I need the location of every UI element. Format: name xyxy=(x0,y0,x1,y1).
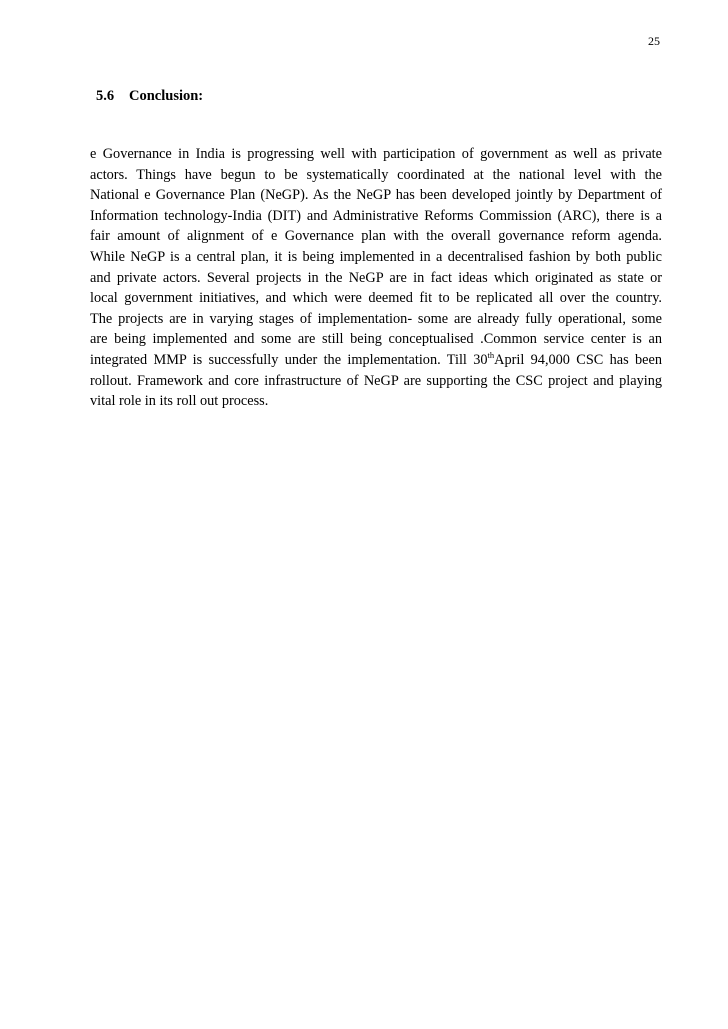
paragraph-line: rollout. Framework and core infrastructure of NeGP are supporting the CSC project and playing xyxy=(90,372,662,389)
conclusion-paragraph xyxy=(90,144,662,412)
page-number: 25 xyxy=(648,34,660,48)
paragraph-line: and private actors. Several projects in the NeGP are in fact ideas which originated as state or xyxy=(90,269,662,286)
line-text-before-superscript: integrated MMP is successfully under the implementation. Till 30 xyxy=(90,351,488,368)
section-number: 5.6 xyxy=(96,88,115,104)
paragraph-line: The projects are in varying stages of implementation- some are already fully operational, some xyxy=(90,310,662,327)
paragraph-line: e Governance in India is progressing well with participation of government as well as private xyxy=(90,146,662,162)
paragraph-line: National e Governance Plan (NeGP). As the NeGP has been developed jointly by Department of xyxy=(90,187,662,204)
paragraph-line: Information technology-India (DIT) and Administrative Reforms Commission (ARC), there is a xyxy=(90,207,662,224)
paragraph-line: actors. Things have begun to be systematically coordinated at the national level with the xyxy=(90,166,662,183)
paragraph-last-line: vital role in its roll out process. xyxy=(90,393,269,410)
paragraph-line-with-superscript xyxy=(90,350,662,371)
section-heading xyxy=(96,87,203,105)
section-title: Conclusion: xyxy=(129,88,204,104)
paragraph-line: While NeGP is a central plan, it is being implemented in a decentralised fashion by both public xyxy=(90,248,662,265)
paragraph-line: local government initiatives, and which were deemed fit to be replicated all over the country. xyxy=(90,290,662,307)
paragraph-line: fair amount of alignment of e Governance plan with the overall governance reform agenda. xyxy=(90,228,662,245)
ordinal-superscript: th xyxy=(487,349,495,360)
paragraph-line: are being implemented and some are still being conceptualised .Common service center is an xyxy=(90,331,662,348)
line-text-after-superscript: April 94,000 CSC has been xyxy=(494,351,662,368)
